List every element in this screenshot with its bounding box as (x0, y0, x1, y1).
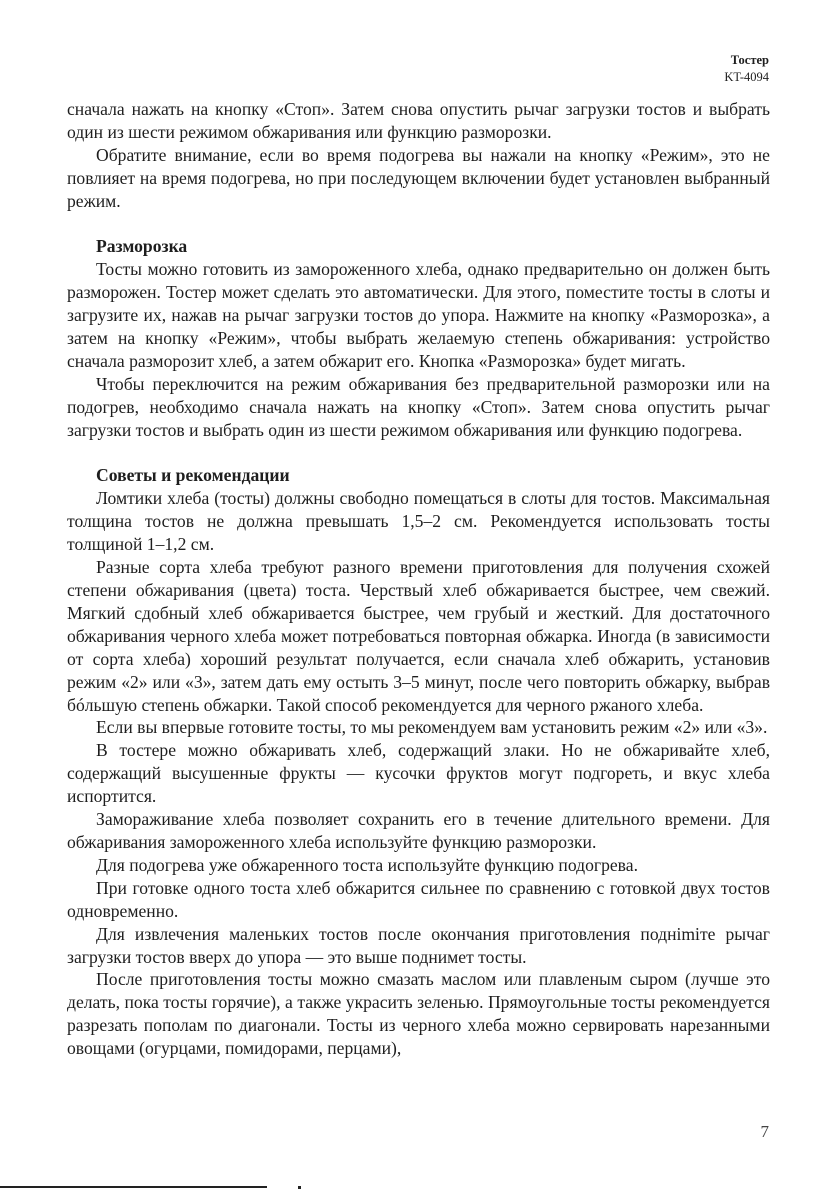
bottom-mark (298, 1186, 301, 1189)
paragraph: Для подогрева уже обжаренного тоста используйте функцию подогрева. (96, 854, 638, 875)
section-heading-defrost: Разморозка (96, 236, 188, 257)
paragraph: Чтобы переключится на режим обжаривания без предварительной разморозки или на подогрев, необходимо сначала нажать на кнопку «Стоп». Затем снова опустить рычаг загрузки тостов и выбрать один из шести режимом обжаривания или функцию подогрева. (67, 373, 770, 440)
section-heading-tips: Советы и рекомендации (96, 465, 290, 486)
paragraph: Обратите внимание, если во время подогрева вы нажали на кнопку «Режим», это не повлияет на время подогрева, но при последующем включении будет установлен выбранный режим. (67, 144, 770, 211)
running-header (724, 52, 769, 86)
paragraph: Если вы впервые готовите тосты, то мы рекомендуем вам установить режим «2» или «3». (96, 717, 768, 738)
header-model-number: KT-4094 (724, 70, 769, 84)
paragraph: Тосты можно готовить из замороженного хлеба, однако предварительно он должен быть разморожен. Тостер может сделать это автоматически. Для этого, поместите тосты в слоты и загрузите их, нажав на рычаг загрузки тостов до упора. Нажмите на кнопку «Разморозка», а затем на кнопку «Режим», чтобы выбрать желаемую степень обжаривания: устройство сначала разморозит хлеб, а затем обжарит его. Кнопка «Разморозка» будет мигать. (67, 259, 770, 371)
page-number: 7 (760, 1122, 769, 1141)
paragraph: Ломтики хлеба (тосты) должны свободно помещаться в слоты для тостов. Максимальная толщина тостов не должна превышать 1,5–2 см. Рекомендуется использовать тосты толщиной 1–1,2 см. (67, 488, 770, 555)
paragraph: сначала нажать на кнопку «Стоп». Затем снова опустить рычаг загрузки тостов и выбрать один из шести режимом обжаривания или функцию разморозки. (67, 99, 770, 142)
paragraph: В тостере можно обжаривать хлеб, содержащий злаки. Но не обжаривайте хлеб, содержащий высушенные фрукты — кусочки фруктов могут подгореть, и вкус хлеба испортится. (67, 740, 770, 807)
paragraph: При готовке одного тоста хлеб обжарится сильнее по сравнению с готовкой двух тостов одновременно. (67, 877, 770, 921)
paragraph: Замораживание хлеба позволяет сохранить его в течение длительного времени. Для обжаривания замороженного хлеба используйте функцию разморозки. (67, 809, 770, 852)
paragraph: Разные сорта хлеба требуют разного времени приготовления для получения схожей степени обжаривания (цвета) тоста. Черствый хлеб обжаривается быстрее, чем свежий. Мягкий сдобный хлеб обжаривается быстрее, чем грубый и жесткий. Для достаточного обжаривания черного хлеба может потребоваться повторная обжарка. Иногда (в зависимости от сорта хлеба) хороший результат получается, если сначала хлеб обжарить, установив режим «2» или «3», затем дать ему остыть 3–5 минут, после чего повторить обжарку, выбрав бóльшую степень обжарки. Такой способ рекомендуется для черного ржаного хлеба. (67, 557, 770, 715)
document-body (67, 98, 770, 1060)
paragraph: Для извлечения маленьких тостов после окончания приготовления поднimiте рычаг загрузки тостов вверх до упора — это выше поднимет тосты. (67, 923, 770, 967)
bottom-rule (0, 1186, 267, 1188)
header-product-name: Тостер (730, 53, 769, 67)
paragraph: После приготовления тосты можно смазать маслом или плавленым сыром (лучше это делать, пока тосты горячие), а также украсить зеленью. Прямоугольные тосты рекомендуется разрезать пополам по диагонали. Тосты из черного хлеба можно сервировать нарезанными овощами (огурцами, помидорами, перцами), (67, 969, 770, 1059)
